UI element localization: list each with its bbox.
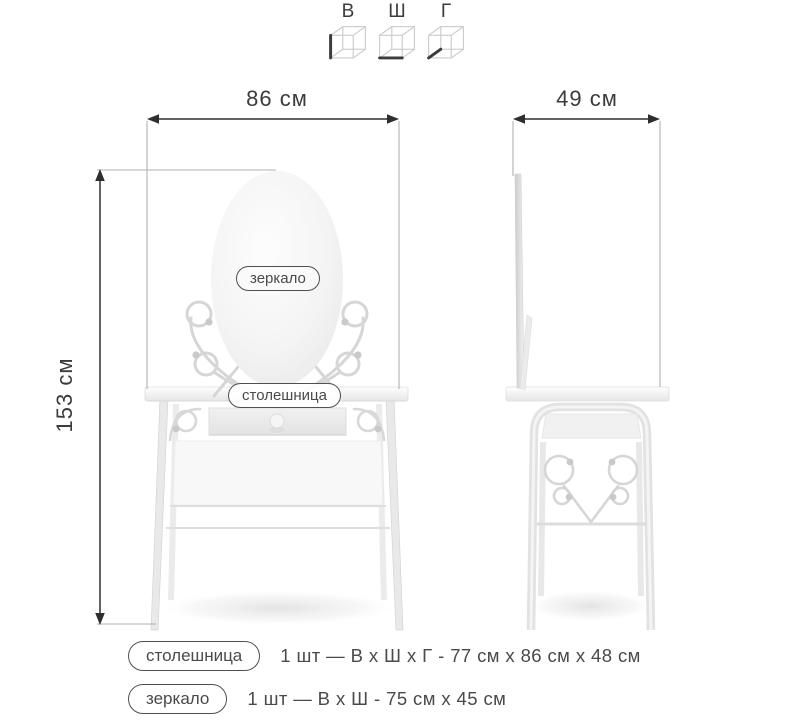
legend-tag-pill-mirror: зеркало <box>128 684 227 714</box>
cube-depth-edge-icon <box>429 27 464 58</box>
width-dimension-label: 86 см <box>246 86 308 111</box>
cube-width-edge-icon <box>380 27 415 58</box>
side-apron-panel <box>542 414 641 438</box>
legend-row-tabletop <box>128 641 641 671</box>
mirror-tag-pill: зеркало <box>236 266 320 291</box>
tabletop-side <box>506 387 669 401</box>
drawer-knob <box>270 414 284 428</box>
tabletop-tag-pill: столешница <box>228 383 341 408</box>
side-inner-leg-right <box>639 442 641 596</box>
axis-letter-width: Ш <box>388 1 406 22</box>
axis-letter-depth: Г <box>440 1 452 22</box>
axis-letter-height: В <box>341 1 355 22</box>
front-leg-left <box>151 399 168 630</box>
front-floor-shadow <box>156 590 400 626</box>
legend-tag-pill-tabletop: столешница <box>128 641 260 671</box>
legend-row-mirror <box>128 684 506 714</box>
side-floor-shadow <box>526 590 654 622</box>
height-dimension-label: 153 см <box>52 357 77 433</box>
legend-spec-mirror: 1 шт — В х Ш - 75 см х 45 см <box>247 688 507 709</box>
front-back-panel <box>173 441 383 505</box>
mirror-side-edge <box>515 174 524 388</box>
dimension-arrows <box>95 114 660 625</box>
side-scroll-ornament <box>545 456 637 522</box>
front-leg-right <box>386 399 403 630</box>
cube-height-edge-icon <box>331 27 366 58</box>
extension-lines <box>97 121 660 624</box>
side-inner-leg-left <box>541 442 543 596</box>
depth-dimension-label: 49 см <box>556 86 618 111</box>
legend-spec-tabletop: 1 шт — В х Ш х Г - 77 см х 86 см х 48 см <box>280 645 641 666</box>
